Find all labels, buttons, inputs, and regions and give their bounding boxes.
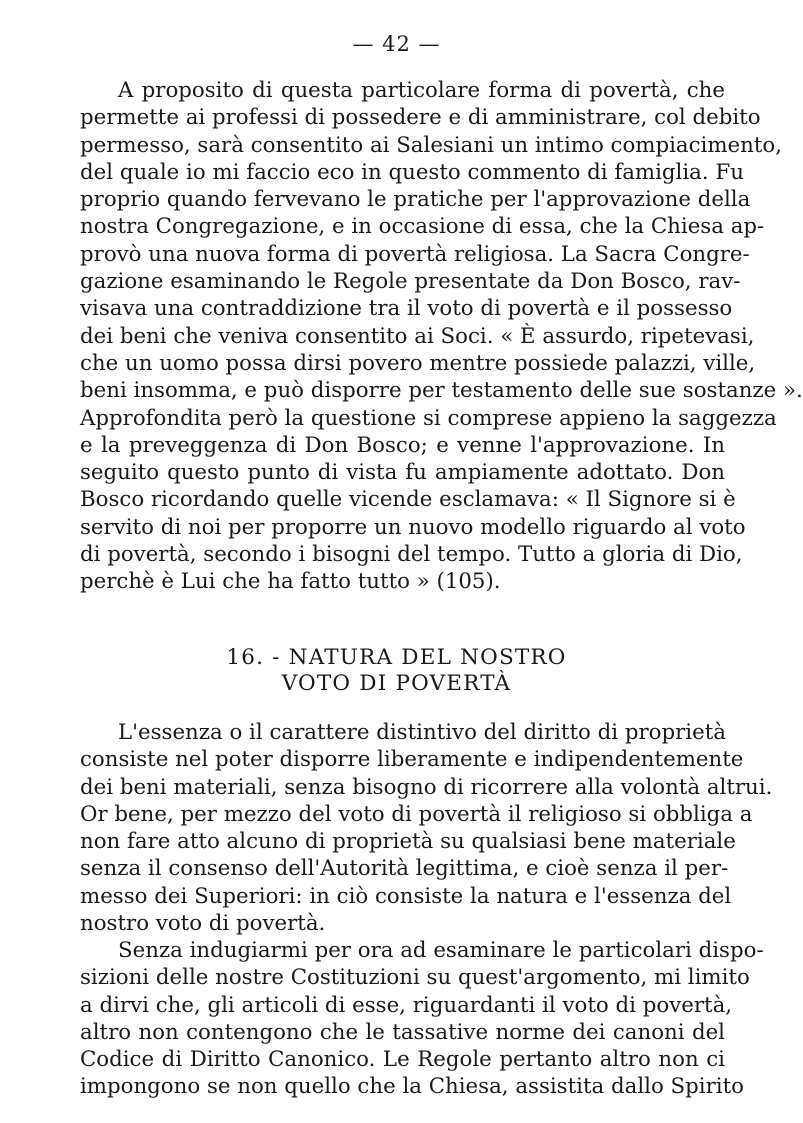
text-line: proprio quando fervevano le pratiche per l'approvazione della — [80, 187, 751, 213]
text-line: perchè è Lui che ha fatto tutto » (105). — [80, 569, 501, 595]
text-line: L'essenza o il carattere distintivo del diritto di proprietà — [118, 720, 726, 745]
text-line: permesso, sarà consentito ai Salesiani un intimo compiacimento, — [80, 132, 783, 158]
text-line: altro non contengono che le tassative norme dei canoni del — [80, 1019, 725, 1045]
text-line: senza il consenso dell'Autorità legittima, e cioè senza il per- — [80, 856, 729, 882]
text-line: impongono se non quello che la Chiesa, assistita dallo Spirito — [80, 1074, 744, 1100]
text-line: visava una contraddizione tra il voto di povertà e il possesso — [80, 296, 733, 322]
text-line: non fare atto alcuno di proprietà su qualsiasi bene materiale — [80, 829, 736, 855]
text-line: Approfondita però la questione si comprese appieno la saggezza — [80, 405, 777, 431]
text-line: servito di noi per proporre un nuovo modello riguardo al voto — [80, 514, 746, 540]
paragraph-poverty-approval — [80, 77, 803, 596]
text-line: seguito questo punto di vista fu ampiamente adottato. Don — [80, 460, 725, 486]
paragraph-essence-of-poverty — [80, 719, 773, 937]
text-line: gazione esaminando le Regole presentate da Don Bosco, rav- — [80, 269, 741, 295]
section-heading-line-1: 16. - NATURA DEL NOSTRO — [226, 645, 567, 670]
text-line: provò una nuova forma di povertà religiosa. La Sacra Congre- — [80, 241, 750, 267]
text-line: permette ai professi di possedere e di amministrare, col debito — [80, 105, 761, 131]
text-line: messo dei Superiori: in ciò consiste la natura e l'essenza del — [80, 883, 732, 909]
text-line: consiste nel poter disporre liberamente e indipendentemente — [80, 747, 744, 773]
page-number: — 42 — — [352, 32, 441, 56]
text-line: Codice di Diritto Canonico. Le Regole pertanto altro non ci — [80, 1047, 725, 1073]
text-line: A proposito di questa particolare forma di povertà, che — [118, 78, 725, 103]
text-line: dei beni materiali, senza bisogno di ricorrere alla volontà altrui. — [80, 774, 773, 800]
section-heading-line-2: VOTO DI POVERTÀ — [281, 671, 512, 696]
text-line: sizioni delle nostre Costituzioni su quest'argomento, mi limito — [80, 965, 750, 991]
text-line: e la preveggenza di Don Bosco; e venne l'approvazione. In — [80, 432, 725, 458]
text-line: di povertà, secondo i bisogni del tempo. Tutto a gloria di Dio, — [80, 542, 743, 568]
text-line: Senza indugiarmi per ora ad esaminare le particolari dispo- — [118, 938, 764, 963]
text-line: nostro voto di povertà. — [80, 911, 326, 937]
text-line: che un uomo possa dirsi povero mentre possiede palazzi, ville, — [80, 350, 756, 376]
text-line: nostra Congregazione, e in occasione di essa, che la Chiesa ap- — [80, 214, 765, 240]
text-line: Or bene, per mezzo del voto di povertà il religioso si obbliga a — [80, 801, 753, 827]
text-line: Bosco ricordando quelle vicende esclamava: « Il Signore si è — [80, 487, 736, 513]
text-line: beni insomma, e può disporre per testamento delle sue sostanze ». — [80, 378, 803, 404]
text-line: a dirvi che, gli articoli di esse, riguardanti il voto di povertà, — [80, 992, 733, 1018]
paragraph-constitutions — [80, 937, 764, 1101]
text-line: dei beni che veniva consentito ai Soci. « È assurdo, ripetevasi, — [80, 323, 755, 349]
text-line: del quale io mi faccio eco in questo commento di famiglia. Fu — [80, 159, 744, 185]
